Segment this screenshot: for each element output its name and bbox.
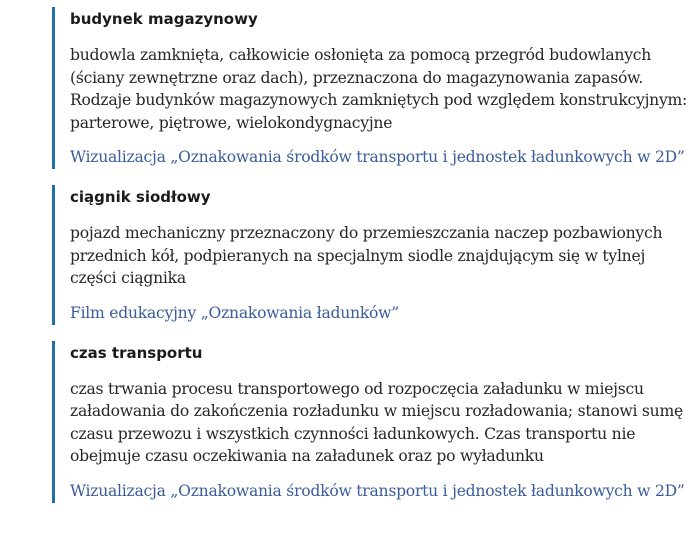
glossary-reference-link[interactable]: Film edukacyjny „Oznakowania ładunków” <box>70 303 399 322</box>
glossary-reference-link[interactable]: Wizualizacja „Oznakowania środków transportu i jednostek ładunkowych w 2D” <box>70 148 685 166</box>
glossary-definition: czas trwania procesu transportowego od rozpoczęcia załadunku w miejscu załadowania do zakończenia rozładunku w miejscu rozładowania; stanowi sumę czasu przewozu i wszystkich czynności ładunkowych. Czas transportu nie obejmuje czasu oczekiwania na załadunek oraz po wyładunku <box>70 379 683 465</box>
glossary-entry <box>52 7 691 169</box>
glossary-entry <box>52 185 691 325</box>
glossary-entry <box>52 341 691 503</box>
glossary-term: budynek magazynowy <box>70 10 258 28</box>
glossary-term: czas transportu <box>70 343 203 362</box>
glossary-definition: pojazd mechaniczny przeznaczony do przemieszczania naczep pozbawionych przednich kół, podpieranych na specjalnym siodle znajdującym się w tylnej części ciągnika <box>70 224 663 287</box>
glossary-term: ciągnik siodłowy <box>70 188 211 206</box>
glossary-definition: budowla zamknięta, całkowicie osłonięta za pomocą przegród budowlanych (ściany zewnętrzne oraz dach), przeznaczona do magazynowania zapasów. Rodzaje budynków magazynowych zamkniętych pod względem konstrukcyjnym: parterowe, piętrowe, wielokondygnacyjne <box>70 46 688 132</box>
glossary-reference-link[interactable]: Wizualizacja „Oznakowania środków transportu i jednostek ładunkowych w 2D” <box>70 481 685 500</box>
